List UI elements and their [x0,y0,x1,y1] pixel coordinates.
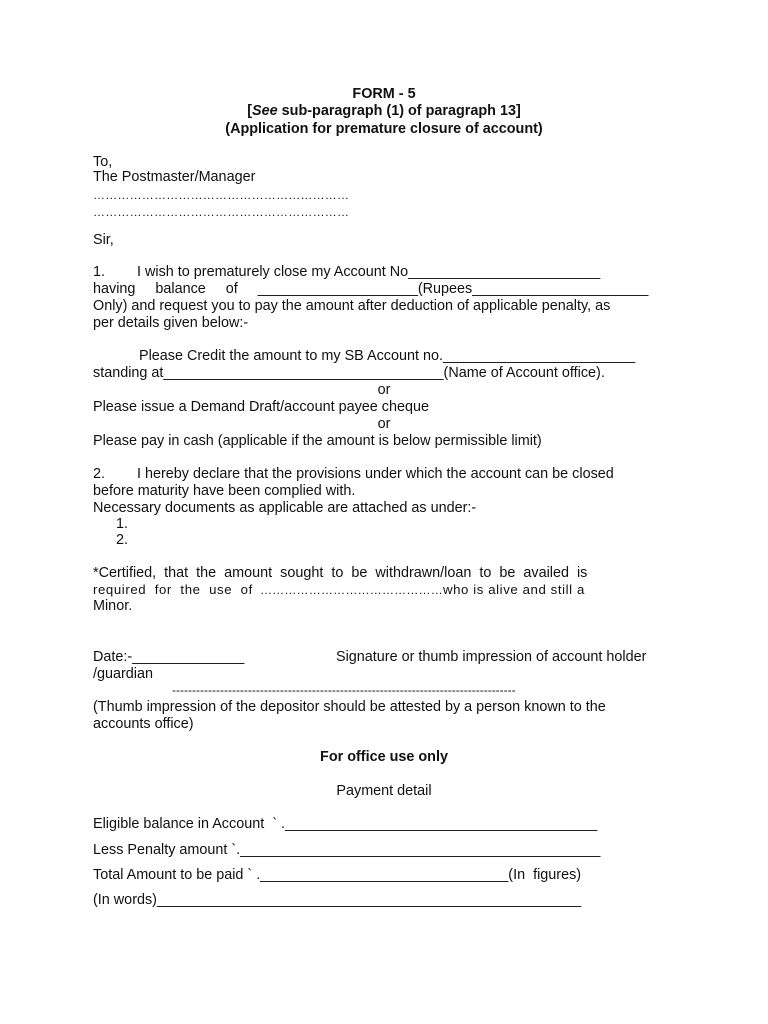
form-title: FORM - 5 [352,86,416,102]
attestation-line-2: accounts office) [93,716,194,732]
form-reference-bracket: [ [247,103,253,119]
addressee-recipient: The Postmaster/Manager [93,169,256,185]
form-reference-rest: sub-paragraph (1) of paragraph 13] [277,103,521,119]
certified-required-text: required for the use of [93,582,253,597]
para2-line-1: 2. I hereby declare that the provisions under which the account can be closed [93,466,614,482]
addressee-blank-line-1[interactable]: ……………………………………………………… [93,188,350,202]
credit-option-line-2: standing at___________________________________(Name of Account office). [93,365,605,381]
para1-line-2: having balance of ____________________(Rupees______________________ [93,281,649,297]
para1-line-3: Only) and request you to pay the amount after deduction of applicable penalty, as [93,298,611,314]
para1-line-1: 1. I wish to prematurely close my Account No________________________ [93,264,601,280]
eligible-balance-field[interactable]: Eligible balance in Account ` ._______________________________________ [93,816,598,832]
form-subtitle: (Application for premature closure of account) [225,121,543,137]
certified-name-blank[interactable]: ……………………………………… [252,583,443,597]
form-reference-see: See [252,103,278,119]
form-reference [0,103,768,120]
certified-alive-text: who is alive and still a [442,582,585,597]
payment-detail-heading: Payment detail [336,783,432,799]
cash-option: Please pay in cash (applicable if the amount is below permissible limit) [93,433,542,449]
credit-option-line-1: Please Credit the amount to my SB Account no.________________________ [139,348,636,364]
para1-line-4: per details given below:- [93,315,249,331]
attestation-line-1: (Thumb impression of the depositor should be attested by a person known to the [93,699,606,715]
penalty-amount-field[interactable]: Less Penalty amount `._____________________________________________ [93,842,601,858]
signature-label: Signature or thumb impression of account holder [336,649,647,665]
para2-line-3: Necessary documents as applicable are attached as under:- [93,500,477,516]
addressee-to: To, [93,154,113,170]
certified-line-3: Minor. [93,598,133,614]
or-separator-2: or [377,416,391,432]
salutation: Sir, [93,232,114,248]
office-use-heading: For office use only [320,749,448,765]
certified-line-1: *Certified, that the amount sought to be withdrawn/loan to be availed is [93,565,588,581]
amount-in-words-field[interactable]: (In words)_____________________________________________________ [93,892,582,908]
document-item-2: 2. [116,532,129,548]
addressee-blank-line-2[interactable]: ……………………………………………………… [93,205,350,219]
or-separator-1: or [377,382,391,398]
certified-line-2 [93,581,585,599]
dashed-separator: -------------------------------------------------------------------------------------- [172,683,516,697]
document-item-1: 1. [116,516,129,532]
total-amount-field[interactable]: Total Amount to be paid ` ._______________________________(In figures) [93,867,582,883]
para2-line-2: before maturity have been complied with. [93,483,356,499]
guardian-label: /guardian [93,666,154,682]
demand-draft-option: Please issue a Demand Draft/account payee cheque [93,399,429,415]
date-field[interactable]: Date:-______________ [93,649,245,665]
